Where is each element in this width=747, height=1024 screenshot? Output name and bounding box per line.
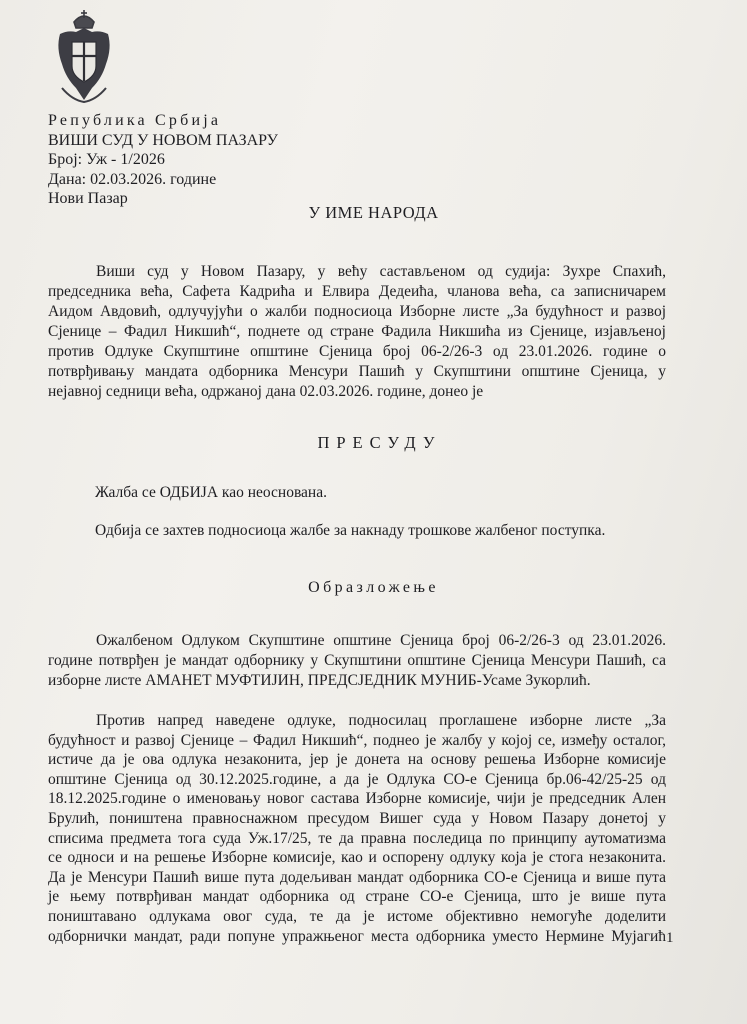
court-name: ВИШИ СУД У НОВОМ ПАЗАРУ [48,131,279,149]
text-line: Ожалбеном Одлуком Скупштине општине Сјеница број 06-2/26-3 од 23.01.2026. [96,632,666,649]
text-line: општине Сјеница од 30.12.2025.године, а да је Одлука СО-е Сјеница бр.06-42/25-25 од [48,770,666,788]
title-in-the-name-of-people: У ИМЕ НАРОДА [308,203,439,222]
text-line: Сјенице – Фадил Никшић“, поднете од стране Фадила Никшића из Сјенице, изјављеној [48,323,666,340]
text-line: будућност и развој Сјенице – Фадил Никшић“, поднео је жалбу у којој се, између осталог, [48,731,666,749]
text-line: године потврђен је мандат одборнику у Скупштини општине Сјеница Менсури Пашић, са [48,652,666,669]
text-line: против Одлуке Скупштине општине Сјеница број 06-2/26-3 од 23.01.2026. године о [48,343,666,360]
text-line: Аидом Авдовић, одлучујући о жалби подносиоца Изборне листе „За будућност и развој [48,303,666,320]
decision-appeal-rejected: Жалба се ОДБИЈА као неоснована. [95,484,327,501]
text-line: Брулић, поништена правноснажном пресудом Вишег суда у Новом Пазару донетој у [48,809,666,827]
page-number: 1 [666,930,674,946]
text-line: потврђивању мандата одборника Менсури Пашић у Скупштини општине Сјеница, у [48,363,666,380]
text-line: изборне листе АМАНЕТ МУФТИЈИН, ПРЕДСЈЕДНИК МУНИБ-Усаме Зукорлић. [48,672,591,689]
country-name: Република Србија [48,112,222,129]
court-header [48,111,278,209]
text-line: председника већа, Сафета Кадрића и Елвира Дедеића, чланова већа, са записничарем [48,283,666,300]
reasoning-paragraph-1 [48,631,666,691]
coat-of-arms-emblem [52,8,116,108]
document-date: Дана: 02.03.2026. године [48,170,217,188]
text-line: одборнички мандат, ради попуне упражњеног места одборника уместо Нермине Мујагић [48,927,666,945]
text-line: се односи и на решење Изборне комисије, као и оспорену одлуку која је стога незаконита. [48,849,666,867]
text-line: Против напред наведене одлуке, подносилац проглашене изборне листе „За [96,712,666,729]
decision-costs-rejected: Одбија се захтев подносиоца жалбе за накнаду трошкове жалбеног поступка. [95,522,606,539]
text-line: нејавној седници већа, одржаној дана 02.03.2026. године, донео је [48,383,484,400]
text-line: је њему потврђиван мандат одборника од стране СО-е Сјеница, што је више пута [48,888,666,906]
text-line: поништавано одлукама овог суда, те да је истоме објективно немогуће доделити [48,907,666,925]
title-reasoning: Образложење [308,579,439,596]
text-line: Виши суд у Новом Пазару, у већу састављеном од судија: Зухре Спахић, [96,263,666,280]
text-line: 18.12.2025.године о именовању новог састава Изборне комисије, чији је председник Ален [48,790,666,808]
reasoning-paragraph-2 [48,711,666,946]
city-name: Нови Пазар [48,190,128,207]
text-line: истиче да је ова одлука незаконита, јер је донета на основу решења Изборне комисије [48,751,666,769]
text-line: Да је Менсури Пашић више пута додељиван мандат одборника СО-е Сјеница и више пута [48,868,666,886]
title-verdict: ПРЕСУДУ [317,433,442,452]
case-number: Број: Уж - 1/2026 [48,151,165,168]
intro-paragraph [48,262,666,402]
text-line: списима предмета тога суда Уж.17/25, те да правна последица по принципу аутоматизма [48,829,666,847]
